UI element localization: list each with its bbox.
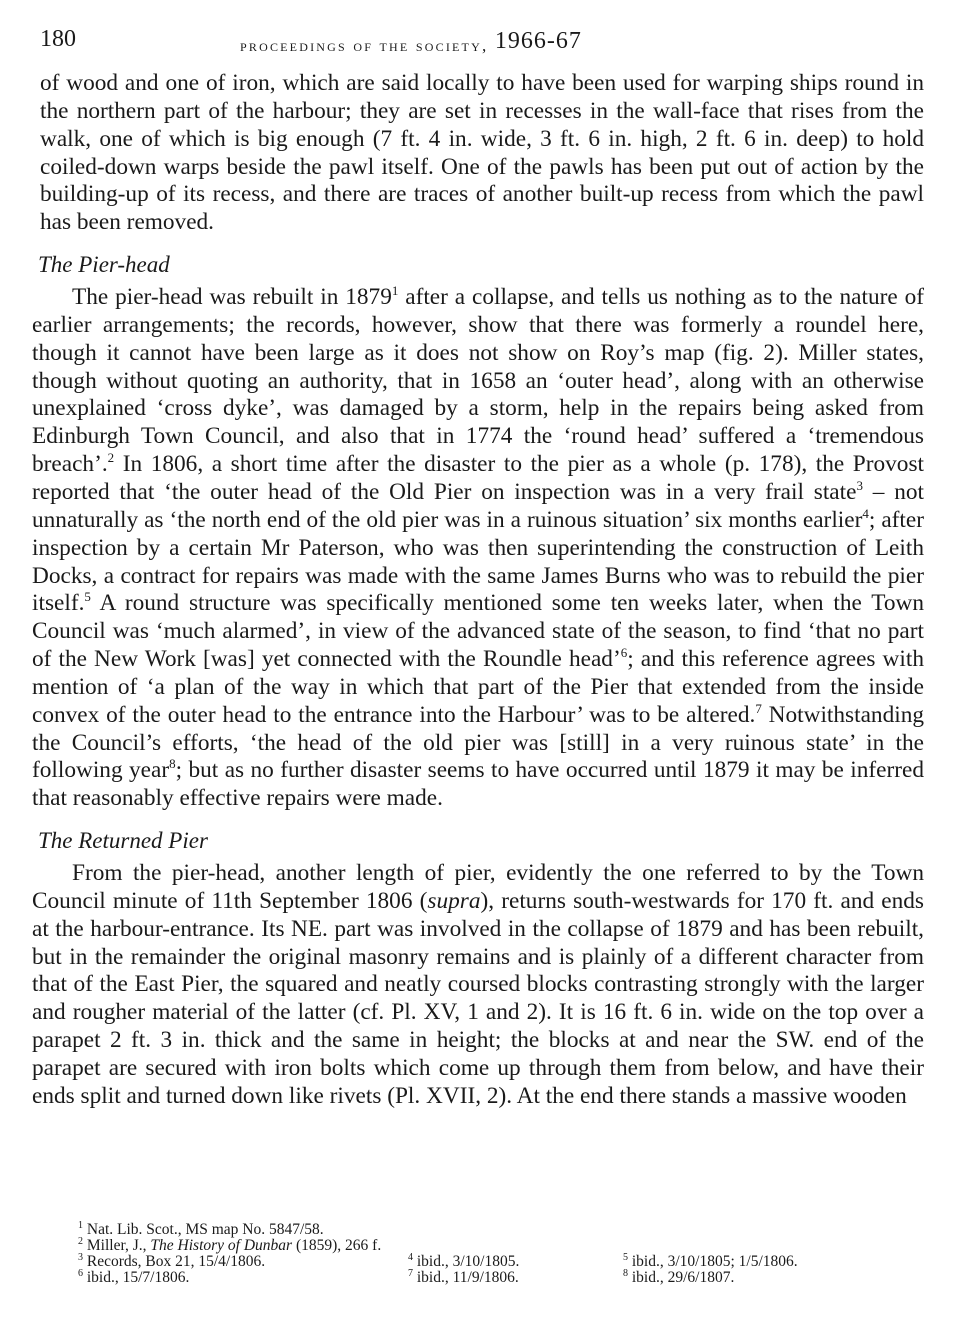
footnote-3 [78,1251,408,1270]
footnote-mark: 1 [78,1219,83,1231]
text-run: ; after inspection by a certain Mr Paterson, who was then superintending the construction of Leith Docks, a contract for repairs was made with the same James Burns who was to rebuild the pier itself. [32,506,924,617]
footnote-mark: 4 [408,1251,413,1263]
running-title-text: proceedings of the society, [240,36,489,55]
text-run: In 1806, a short time after the disaster to the pier as a whole (p. 178), the Provost reported that ‘the outer head of the Old Pier on inspection was in a very frail state [32,451,924,505]
footnote-8 [623,1267,883,1286]
running-title-year: 1966-67 [494,28,582,54]
footnote-ref[interactable]: 8 [169,756,176,772]
footnote-text: Nat. Lib. Scot., MS map No. 5847/58. [86,1221,324,1238]
footnote-mark: 5 [623,1251,628,1263]
footnote-ref[interactable]: 3 [856,478,863,494]
footnote-4 [408,1251,623,1270]
footnote-text: ibid., 29/6/1807. [631,1269,735,1286]
footnote-7 [408,1267,623,1286]
footnote-mark: 2 [78,1235,83,1247]
text-run: Notwithstanding the Council’s efforts, ‘the head of the old pier was [still] in a very ruinous state’ in the following year [32,701,924,784]
footnotes [78,1219,898,1286]
footnote-text: ibid., 11/9/1806. [416,1269,519,1286]
footnote-row [78,1235,898,1254]
section-heading-returned-pier: The Returned Pier [38,828,208,854]
text-run: A round structure was specifically mentioned some ten weeks later, when the Town Council was ‘much alarmed’, in view of the advanced state of the season, to find ‘that no part of the New Work [was] yet connected with the Roundle head’ [32,590,924,673]
footnote-5 [623,1251,883,1270]
text-run: ), returns south-westwards for 170 ft. and ends at the harbour-entrance. Its NE. part was involved in the collapse of 1879 and has been rebuilt, but in the remainder the original masonry remains and is plainly of a different character from that of the East Pier, the squared and neatly coursed blocks contrasting strongly with the larger and rougher material of the latter (cf. Pl. XV, 1 and 2). It is 16 ft. 6 in. wide on the top over a parapet 2 ft. 3 in. thick and the same in height; the blocks at and near the SW. end of the parapet are secured with iron bolts which come up through them from below, and have their ends split and turned down like rivets (Pl. XVII, 2). At the end there stands a massive wooden [32,887,924,1109]
footnote-ref[interactable]: 5 [84,589,91,605]
page-header [40,26,920,58]
footnote-1 [78,1219,324,1238]
paragraph-continued: of wood and one of iron, which are said locally to have been used for warping ships round in the northern part of the harbour; they are set in recesses in the wall-face that rises from the walk, one of which is big enough (7 ft. 4 in. wide, 3 ft. 6 in. high, 2 ft. 6 in. deep) to hold coiled-down warps beside the pawl itself. One of the pawls has been put out of action by the building-up of its recess, and there are traces of another built-up recess from which the pawl has been removed. [40,70,924,236]
footnote-mark: 7 [408,1267,413,1279]
footnote-row [78,1219,898,1238]
page-number: 180 [40,26,76,52]
footnote-mark: 3 [78,1251,83,1263]
footnote-text: ibid., 3/10/1805; 1/5/1806. [631,1253,798,1270]
footnote-ref[interactable]: 4 [862,506,869,522]
footnote-book-title: The History of Dunbar [150,1237,293,1254]
footnote-text: (1859), 266 f. [292,1237,382,1254]
body-text [32,70,924,1111]
footnote-2 [78,1235,382,1254]
text-run: ; but as no further disaster seems to have occurred until 1879 it may be inferred that reasonably effective repairs were made. [32,757,924,812]
paragraph-pier-head [32,284,924,813]
paragraph-returned-pier [32,860,924,1111]
footnote-6 [78,1267,408,1286]
footnote-text: Miller, J., [86,1237,151,1254]
footnote-row [78,1267,898,1286]
footnote-text: Records, Box 21, 15/4/1806. [86,1253,266,1270]
footnote-text: ibid., 15/7/1806. [86,1269,190,1286]
italic-term: supra [427,887,481,914]
section-heading-pier-head: The Pier-head [38,252,170,278]
footnote-mark: 8 [623,1267,628,1279]
footnote-mark: 6 [78,1267,83,1279]
text-run: after a collapse, and tells us nothing as to the nature of earlier arrangements; the records, however, show that there was formerly a roundel here, though it cannot have been large as it does not show on Roy’s map (fig. 2). Miller states, though without quoting an authority, that in 1658 an ‘outer head’, along with an otherwise unexplained ‘cross dyke’, was damaged by a storm, help in the repairs being asked from Edinburgh Town Council, and also that in 1774 the ‘round head’ suffered a ‘tremendous breach’. [32,284,924,478]
footnote-text: ibid., 3/10/1805. [416,1253,520,1270]
footnote-ref[interactable]: 1 [391,283,399,299]
footnote-row [78,1251,898,1270]
text-run: ; and this reference agrees with mention of ‘a plan of the way in which that part of the Pier that extended from the inside convex of the outer head to the entrance into the Harbour’ was to be altered. [32,646,924,728]
text-run: – not unnaturally as ‘the north end of the old pier was in a ruinous situation’ six months earlier [32,478,924,533]
footnote-ref[interactable]: 2 [107,450,115,466]
footnote-ref[interactable]: 7 [755,700,762,716]
text-run: The pier-head was rebuilt in 1879 [72,284,392,311]
running-title [240,28,582,58]
text-run: From the pier-head, another length of pier, evidently the one referred to by the Town Council minute of 11th September 1806 ( [32,860,924,914]
footnote-ref[interactable]: 6 [620,645,628,661]
